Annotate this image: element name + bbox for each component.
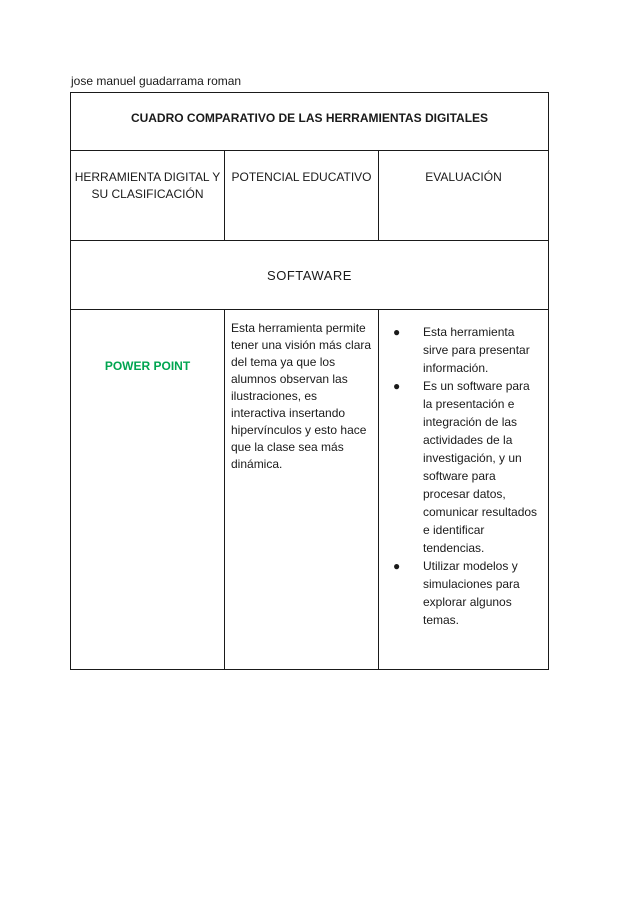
bullet-dot-icon: ● xyxy=(393,379,401,393)
header-potential: POTENCIAL EDUCATIVO xyxy=(225,151,379,241)
table-title: CUADRO COMPARATIVO DE LAS HERRAMIENTAS DIGITALES xyxy=(130,111,489,125)
evaluation-item-text: Es un software para la presentación e integración de las actividades de la investigación, y un software para procesar datos, comunicar resultados e identificar tendencias. xyxy=(423,379,538,555)
title-row xyxy=(71,93,549,151)
evaluation-item-text: Esta herramienta sirve para presentar información. xyxy=(423,325,530,375)
header-tool: HERRAMIENTA DIGITAL Y SU CLASIFICACIÓN xyxy=(71,151,225,241)
table-row xyxy=(71,310,549,670)
table-title-cell xyxy=(71,93,549,151)
section-row xyxy=(71,241,549,310)
header-row xyxy=(71,151,549,241)
section-label: SOFTAWARE xyxy=(71,241,549,310)
list-item xyxy=(393,323,542,377)
evaluation-cell xyxy=(379,310,549,670)
potential-text: Esta herramienta permite tener una visión más clara del tema ya que los alumnos observan las ilustraciones, es interactiva insertando hipervínculos y esto hace que la clase sea más dinámica. xyxy=(225,310,379,670)
list-item xyxy=(393,377,542,557)
bullet-dot-icon: ● xyxy=(393,325,401,339)
tool-name: POWER POINT xyxy=(71,310,225,670)
comparison-table xyxy=(70,92,549,670)
list-item xyxy=(393,557,542,629)
header-evaluation: EVALUACIÓN xyxy=(379,151,549,241)
bullet-dot-icon: ● xyxy=(393,559,401,573)
evaluation-item-text: Utilizar modelos y simulaciones para explorar algunos temas. xyxy=(423,559,520,627)
author-name: jose manuel guadarrama roman xyxy=(71,74,242,88)
evaluation-list xyxy=(393,323,542,629)
